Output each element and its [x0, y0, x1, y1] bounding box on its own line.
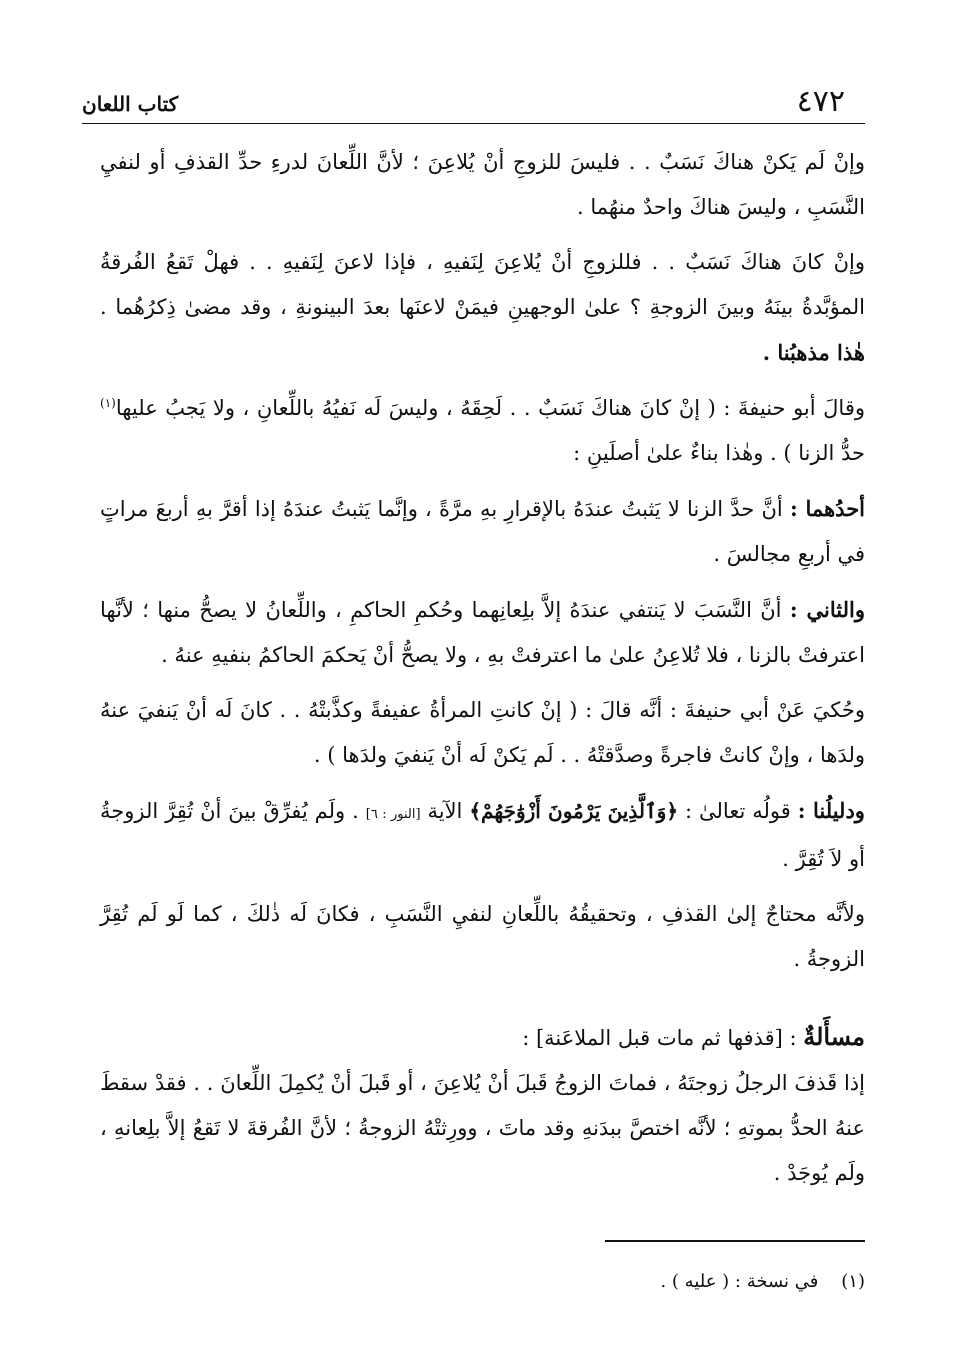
- paragraph-text: أنَّ حدَّ الزنا لا يَثبتُ عندَهُ بالإقرارِ بهِ مرَّةً ، وإنَّما يَثبتُ عندَهُ إذا أقرَّ بهِ أربعَ مراتٍ في أربعِ مجالسَ .: [100, 497, 865, 566]
- footnote-text: في نسخة : ( عليه ) .: [660, 1271, 819, 1292]
- paragraph-text: الآية: [427, 799, 463, 823]
- paragraph: [100, 240, 865, 376]
- footnote-reference[interactable]: (١): [100, 396, 116, 410]
- paragraph: [100, 140, 865, 230]
- paragraph-text: قولُه تعالىٰ :: [685, 799, 791, 823]
- paragraph: [100, 688, 865, 778]
- paragraph-lead: أحدُهما :: [789, 496, 866, 521]
- paragraph-text: . ولَم يُفرِّقْ بينَ أنْ تُقِرَّ الزوجةُ أو لاَ تُقِرَّ .: [100, 799, 865, 871]
- paragraph-text: وقالَ أبو حنيفةَ : ( إنْ كانَ هناكَ نَسَبٌ . . لَحِقَهُ ، وليسَ لَه نَفيُهُ باللِّعانِ ، ولا يَجبُ عليها: [115, 396, 865, 420]
- paragraph-text: ولأنَّه محتاجٌ إلىٰ القذفِ ، وتحقيقُهُ باللِّعانِ لنفيِ النَّسَبِ ، فكانَ لَه ذٰلكَ ، كما لَو لَم تُقِرَّ الزوجةُ .: [100, 902, 865, 971]
- paragraph-text: وإنْ لَم يَكنْ هناكَ نَسَبٌ . . فليسَ للزوجِ أنْ يُلاعِنَ ؛ لأنَّ اللِّعانَ لدرءِ حدِّ القذفِ أو لنفيِ النَّسَبِ ، وليسَ هناكَ واحدٌ منهُما .: [100, 150, 865, 219]
- footnote: [100, 1268, 865, 1296]
- paragraph-text: وحُكيَ عَنْ أبي حنيفةَ : أنَّه قالَ : ( إنْ كانتِ المرأةُ عفيفةً وكذَّبتْهُ . . كانَ لَه أنْ يَنفيَ عنهُ ولدَها ، وإنْ كانتْ فاجرةً وصدَّقتْهُ . . لَم يَكنْ لَه أنْ يَنفيَ ولدَها ) .: [100, 698, 865, 767]
- paragraph: [100, 788, 865, 882]
- running-head: كتاب اللعان: [82, 92, 179, 116]
- paragraph: [100, 386, 865, 476]
- paragraph-emphasis: هٰذا مذهبُنا .: [762, 340, 865, 365]
- footnote-rule: [605, 1240, 865, 1242]
- paragraph: [100, 587, 865, 678]
- paragraph: [100, 892, 865, 982]
- section-heading-word: مسأَلةٌ: [803, 1022, 865, 1051]
- section-heading: [100, 1014, 865, 1061]
- paragraph: [100, 1061, 865, 1196]
- header-rule: [82, 123, 865, 124]
- page-header: [82, 84, 845, 124]
- paragraph-text: حدُّ الزنا ) . وهٰذا بناءٌ علىٰ أصلَينِ :: [573, 441, 865, 465]
- footnote-number: (١): [841, 1271, 865, 1292]
- paragraph-lead: ودليلُنا :: [797, 798, 865, 823]
- paragraph-lead: والثاني :: [789, 597, 865, 622]
- verse-citation: [النور : ٦]: [365, 807, 421, 822]
- quran-verse: ﴿وَٱلَّذِينَ يَرْمُونَ أَزْوَٰجَهُمْ﴾: [469, 799, 679, 823]
- paragraph-text: وإنْ كانَ هناكَ نَسَبٌ . . فللزوجِ أنْ يُلاعِنَ لِنَفيهِ ، فإذا لاعنَ لِنَفيهِ . . فهلْ تَقعُ الفُرقةُ المؤبَّدةُ بينَهُ وبينَ الزوجةِ ؟ علىٰ الوجهينِ فيمَنْ لاعنَها بعدَ البينونةِ ، وقد مضىٰ ذِكرُهُما .: [100, 250, 865, 319]
- paragraph-text: أنَّ النَّسَبَ لا يَنتفي عندَهُ إلاَّ بلِعانِهما وحُكمِ الحاكمِ ، واللِّعانُ لا يصحُّ منها ؛ لأنَّها اعترفتْ بالزنا ، فلا تُلاعِنُ علىٰ ما اعترفتْ بهِ ، ولا يصحُّ أنْ يَحكمَ الحاكمُ بنفيهِ عنهُ .: [100, 598, 865, 667]
- section-heading-text: : [قذفها ثم مات قبل الملاعَنة] :: [522, 1026, 797, 1050]
- paragraph: [100, 486, 865, 577]
- page-number: ٤٧٢: [796, 84, 845, 119]
- paragraph-text: إذا قَذفَ الرجلُ زوجتَهُ ، فماتَ الزوجُ قَبلَ أنْ يُلاعِنَ ، أو قَبلَ أنْ يُكمِلَ اللِّعانَ . . فقدْ سقطَ عنهُ الحدُّ بموتهِ ؛ لأنَّه اختصَّ ببدَنهِ وقد ماتَ ، وورِثتْهُ الزوجةُ ؛ لأنَّ الفُرقةَ لا تَقعُ إلاَّ بلِعانهِ ، ولَم يُوجَدْ .: [100, 1071, 865, 1185]
- body-text: [100, 140, 865, 1206]
